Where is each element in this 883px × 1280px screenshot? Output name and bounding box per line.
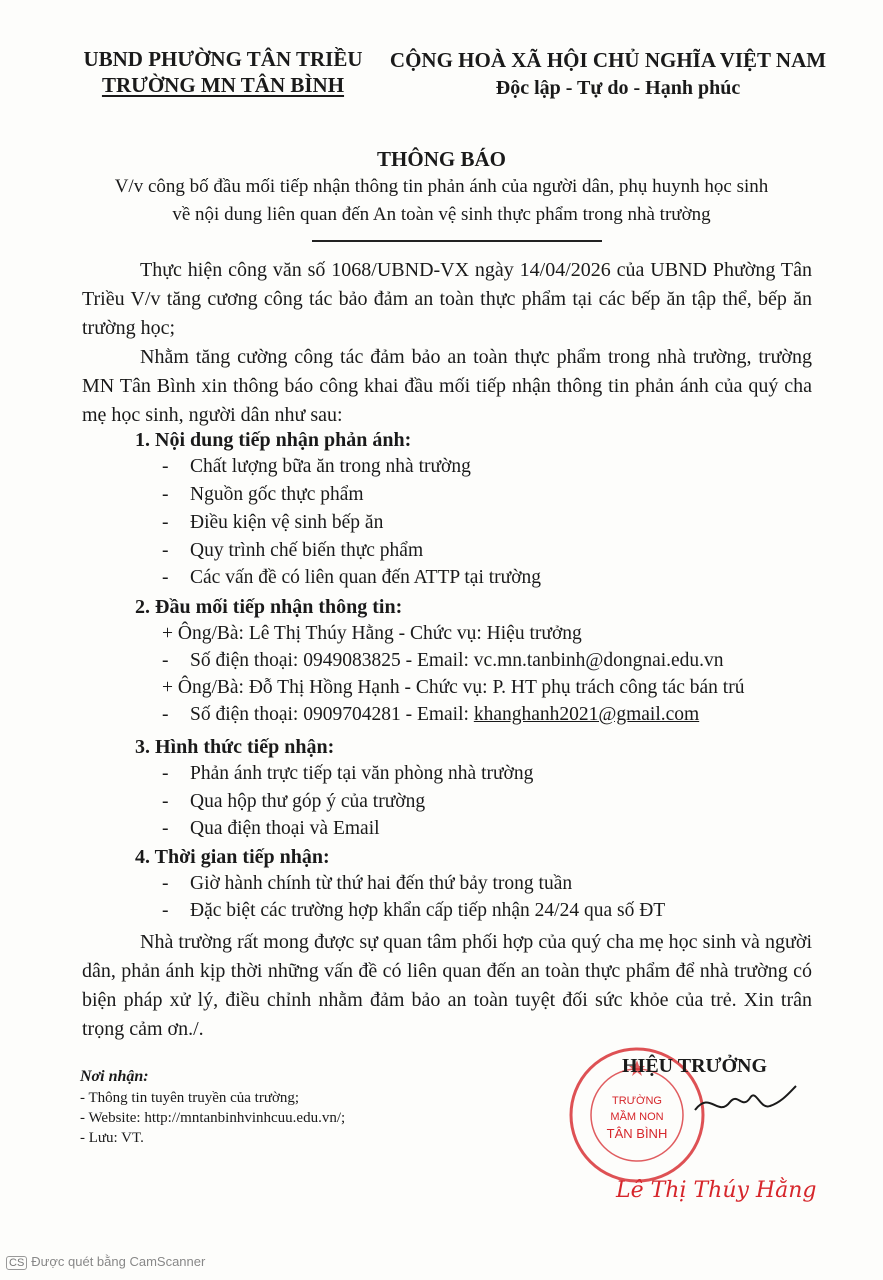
document-title: THÔNG BÁO [377, 147, 506, 171]
list-item: - Đặc biệt các trường hợp khẩn cấp tiếp nhận 24/24 qua số ĐT [162, 900, 666, 921]
list-item: - Giờ hành chính từ thứ hai đến thứ bảy trong tuần [162, 873, 573, 894]
seal-text-line2: MẦM NON [610, 1111, 664, 1123]
list-item: - Chất lượng bữa ăn trong nhà trường [162, 456, 471, 477]
subtitle-line2: về nội dung liên quan đến An toàn vệ sinh thực phẩm trong nhà trường [172, 204, 711, 225]
recipient-item: - Lưu: VT. [80, 1130, 144, 1146]
paragraph-2-text: Nhằm tăng cường công tác đảm bảo an toàn thực phẩm trong nhà trường, trường MN Tân Bình xin thông báo công khai đầu mối tiếp nhận thông tin phản ánh của quý cha mẹ học sinh, người dân như sau: [82, 346, 812, 426]
seal-text-line1: TRƯỜNG [612, 1095, 662, 1107]
recipients-title: Nơi nhận: [80, 1068, 149, 1085]
contact-person-1: + Ông/Bà: Lê Thị Thúy Hằng - Chức vụ: Hiệu trưởng [162, 623, 582, 644]
list-item: - Các vấn đề có liên quan đến ATTP tại trường [162, 567, 542, 588]
list-item: - Nguồn gốc thực phẩm [162, 484, 364, 505]
paragraph-2 [82, 343, 812, 430]
national-motto [388, 46, 828, 102]
scanner-watermark [6, 1254, 205, 1270]
section-4-heading: 4. Thời gian tiếp nhận: [135, 846, 330, 868]
email-link[interactable]: khanghanh2021@gmail.com [473, 704, 700, 725]
org-line2: TRƯỜNG MN TÂN BÌNH [101, 73, 345, 97]
contact-details-2: - Số điện thoại: 0909704281 - Email: khanghanh2021@gmail.com [162, 704, 700, 725]
list-item: - Quy trình chế biến thực phẩm [162, 540, 424, 561]
org-line1: UBND PHƯỜNG TÂN TRIỀU [83, 47, 363, 71]
nation-line2: Độc lập - Tự do - Hạnh phúc [495, 77, 741, 99]
subtitle-line1: V/v công bố đầu mối tiếp nhận thông tin phản ánh của người dân, phụ huynh học sinh [114, 176, 769, 197]
issuing-organization [78, 46, 368, 98]
watermark-text: Được quét bằng CamScanner [31, 1254, 206, 1269]
signature-icon [690, 1080, 800, 1125]
list-item: - Qua điện thoại và Email [162, 818, 380, 839]
recipient-item: - Thông tin tuyên truyền của trường; [80, 1090, 300, 1106]
section-2-heading: 2. Đầu mối tiếp nhận thông tin: [135, 596, 403, 618]
signer-name: Lê Thị Thúy Hằng [616, 1178, 817, 1203]
paragraph-1 [82, 256, 812, 343]
paragraph-1-text: Thực hiện công văn số 1068/UBND-VX ngày 14/04/2026 của UBND Phường Tân Triều V/v tăng cương công tác bảo đảm an toàn thực phẩm tại các bếp ăn tập thể, bếp ăn trường học; [82, 259, 812, 339]
paragraph-3 [82, 928, 812, 1044]
document-subtitle [0, 173, 883, 229]
nation-line1: CỘNG HOÀ XÃ HỘI CHỦ NGHĨA VIỆT NAM [389, 48, 827, 72]
title-divider [312, 240, 602, 242]
contact-person-2: + Ông/Bà: Đỗ Thị Hồng Hạnh - Chức vụ: P. HT phụ trách công tác bán trú [162, 677, 745, 698]
contact-details-1: - Số điện thoại: 0949083825 - Email: vc.mn.tanbinh@dongnai.edu.vn [162, 650, 724, 671]
seal-text-line3: TÂN BÌNH [606, 1126, 668, 1141]
list-item: - Phản ánh trực tiếp tại văn phòng nhà trường [162, 763, 534, 784]
signer-title: HIỆU TRƯỞNG [622, 1055, 768, 1077]
camscanner-icon: CS [6, 1256, 27, 1270]
paragraph-3-text: Nhà trường rất mong được sự quan tâm phối hợp của quý cha mẹ học sinh và người dân, phản ánh kịp thời những vấn đề có liên quan đến an toàn thực phẩm để nhà trường có biện pháp xử lý, điều chỉnh nhằm đảm bảo an toàn tuyệt đối sức khỏe của trẻ. Xin trân trọng cảm ơn./. [82, 931, 812, 1040]
recipient-item: - Website: http://mntanbinhvinhcuu.edu.vn/; [80, 1110, 346, 1126]
list-item: - Điều kiện vệ sinh bếp ăn [162, 512, 384, 533]
section-1-heading: 1. Nội dung tiếp nhận phản ánh: [135, 429, 412, 451]
section-3-heading: 3. Hình thức tiếp nhận: [135, 736, 335, 758]
list-item: - Qua hộp thư góp ý của trường [162, 791, 426, 812]
